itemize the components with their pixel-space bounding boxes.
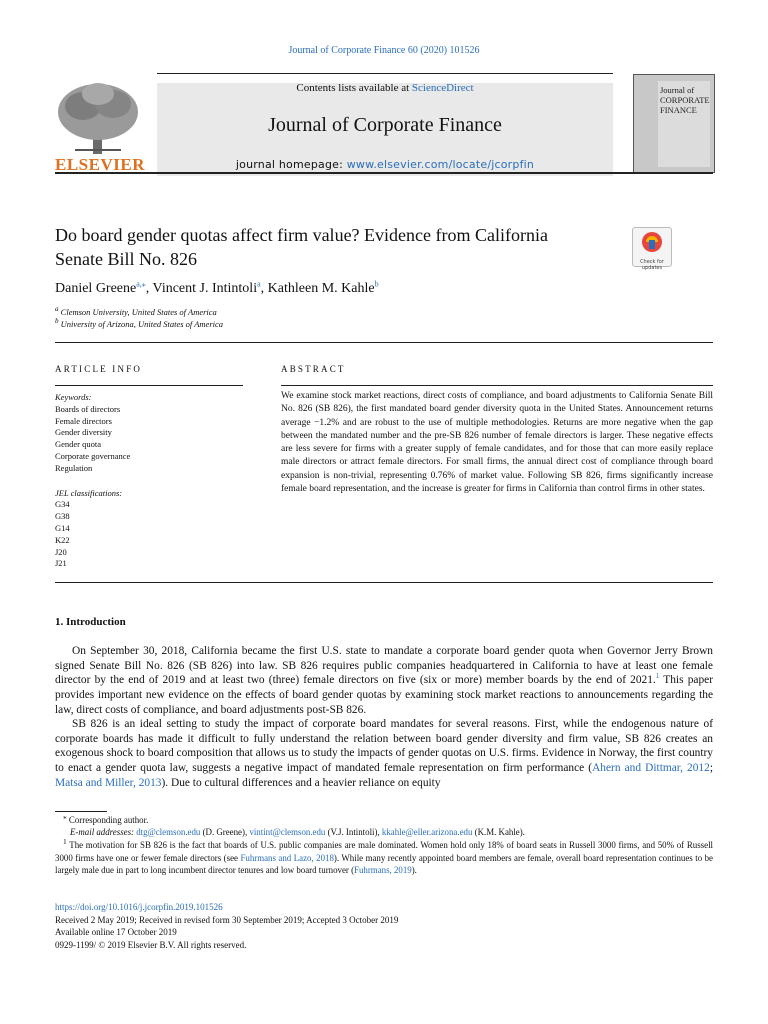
cover-title: Journal of CORPORATE FINANCE (660, 85, 710, 115)
abstract-heading: ABSTRACT (281, 364, 346, 374)
author-name: Kathleen M. Kahle (267, 281, 375, 296)
divider (55, 582, 713, 583)
keyword: Female directors (55, 415, 112, 426)
email-link[interactable]: dtg@clemson.edu (136, 827, 201, 837)
author-affil-mark[interactable]: b (374, 279, 379, 289)
affiliation: $^a$ Clemson University, United States of America (55, 305, 217, 317)
footnote-1: $^1$ The motivation for SB 826 is the fact that boards of U.S. public companies are male dominated. Women hold only 18% of board seats in Russell 3000 firms, and 50% of Russell 3000 firms have one or fewer female directors (see Fuhrmans and Lazo, 2018). While many recently appointed board members are female, overall board representation continues to be largely male due in part to long incumbent director tenures and low board turnover (Fuhrmans, 2019). (55, 837, 713, 876)
keyword: Corporate governance (55, 450, 131, 461)
elsevier-tree-logo (55, 80, 141, 156)
sciencedirect-link[interactable]: ScienceDirect (411, 82, 474, 94)
journal-cover-thumbnail (633, 74, 715, 173)
jel-code: G38 (55, 511, 70, 522)
received-dates: Received 2 May 2019; Received in revised form 30 September 2019; Accepted 3 October 2019 (55, 914, 399, 925)
divider (281, 385, 713, 386)
journal-title: Journal of Corporate Finance (268, 114, 502, 136)
publication-info (55, 901, 398, 952)
author-name: Vincent J. Intintoli (152, 281, 258, 296)
email-addresses: E-mail addresses: dtg@clemson.edu (D. Greene), vintint@clemson.edu (V.J. Intintoli), kkahle@eller.arizona.edu (K.M. Kahle). (70, 827, 525, 837)
keyword: Boards of directors (55, 403, 121, 414)
jel-code: G34 (55, 499, 70, 510)
keywords-block: Keywords: Boards of directors Female directors Gender diversity Gender quota Corporate governance Regulation JEL classifications: G34 G38 G14 K22 J20 J21 (55, 392, 131, 569)
citation-link[interactable]: Fuhrmans, 2019 (354, 865, 412, 876)
citation-link[interactable]: Ahern and Dittmar, 2012 (592, 762, 710, 775)
online-date: Available online 17 October 2019 (55, 927, 177, 938)
copyright: 0929-1199/ © 2019 Elsevier B.V. All rights reserved. (55, 940, 247, 951)
author-name: Daniel Greene (55, 281, 137, 296)
body-paragraph: On September 30, 2018, California became the first U.S. state to mandate a corporate board gender quota when Governor Jerry Brown signed Senate Bill No. 826 (SB 826) into law. SB 826 requires public companies headquartered in California to have at least one female director by the end of 2019 and at least two (three) female directors on five (six or more) member boards by the end of 2021.$^1$ This paper provides important new evidence on the effects of board gender quotas by examining stock market reactions to announcements regarding the law, direct costs of compliance, and board adjustments post-SB 826. (55, 645, 713, 716)
citation-link[interactable]: Matsa and Miller, 2013 (55, 776, 162, 789)
contents-line: Contents lists available at ScienceDirect (296, 82, 474, 94)
journal-homepage: journal homepage: www.elsevier.com/locate/jcorpfin (235, 158, 535, 171)
keyword: Gender quota (55, 439, 102, 450)
author-affil-mark[interactable]: a,⁎ (136, 279, 146, 289)
author-affil-mark[interactable]: a (257, 279, 261, 289)
divider (55, 342, 713, 343)
affiliation: $^b$ University of Arizona, United States of America (55, 317, 224, 329)
homepage-link[interactable]: www.elsevier.com/locate/jcorpfin (346, 158, 535, 171)
elsevier-wordmark: ELSEVIER (55, 155, 145, 174)
check-for-updates-button[interactable]: Check for updates (632, 227, 672, 267)
corresponding-author-note: ⁎ Corresponding author. (63, 812, 149, 825)
crossmark-icon (633, 228, 671, 254)
keyword: Gender diversity (55, 427, 112, 438)
article-title: Do board gender quotas affect firm value? Evidence from California Senate Bill No. 826 (55, 225, 548, 269)
header-top-rule (157, 73, 613, 74)
section-heading: 1. Introduction (55, 616, 126, 628)
header-bottom-rule (55, 172, 713, 174)
doi-link[interactable]: https://doi.org/10.1016/j.jcorpfin.2019.101526 (55, 902, 223, 912)
author-list: Daniel Greene$^{a,⁎}$, Vincent J. Intintoli$^a$, Kathleen M. Kahle$^b$ (55, 279, 379, 296)
footnote-ref[interactable]: 1 (655, 672, 660, 681)
journal-citation[interactable]: Journal of Corporate Finance 60 (2020) 101526 (288, 45, 480, 56)
email-link[interactable]: vintint@clemson.edu (249, 827, 326, 837)
abstract-text: We examine stock market reactions, direct costs of compliance, and board adjustments to California Senate Bill No. 826 (SB 826), the first mandated board gender diversity quota in the United States. Announcement returns average −1.2% and are robust to the use of multiple methodologies. Returns are more negative when the gap between the mandated number and the pre-SB 826 number of female directors is larger. These negative effects are less severe for firms with a greater supply of female candidates, and for those that can more easily replace male directors or attract female directors. For small firms, the annual direct cost of compliance through board expansion is non-trivial, representing 0.76% of market value. Following SB 826, firms significantly increase female board representation, and the increase is greater for firms in California than control firms in other states. (281, 391, 713, 495)
keyword: Regulation (55, 462, 93, 473)
body-paragraph: SB 826 is an ideal setting to study the impact of corporate board mandates for several reasons. First, while the endogenous nature of corporate boards has made it difficult to fully understand the relation between board gender diversity and firm value, SB 826 creates an exogenous shock to board composition that allows us to study the impacts of gender quotas on U.S. firms. Evidence in Norway, the first country to enact a gender quota law, suggests a negative impact of mandated female representation on firm performance (Ahern and Dittmar, 2012; Matsa and Miller, 2013). Due to cultural differences and a heavier reliance on equity (55, 718, 713, 789)
jel-code: J20 (55, 546, 67, 557)
citation-link[interactable]: Fuhrmans and Lazo, 2018 (240, 852, 334, 863)
email-link[interactable]: kkahle@eller.arizona.edu (381, 827, 473, 837)
article-info-heading: ARTICLE INFO (55, 364, 143, 374)
divider (55, 385, 243, 386)
jel-code: K22 (55, 534, 70, 545)
jel-code: J21 (55, 558, 67, 569)
jel-code: G14 (55, 522, 70, 533)
